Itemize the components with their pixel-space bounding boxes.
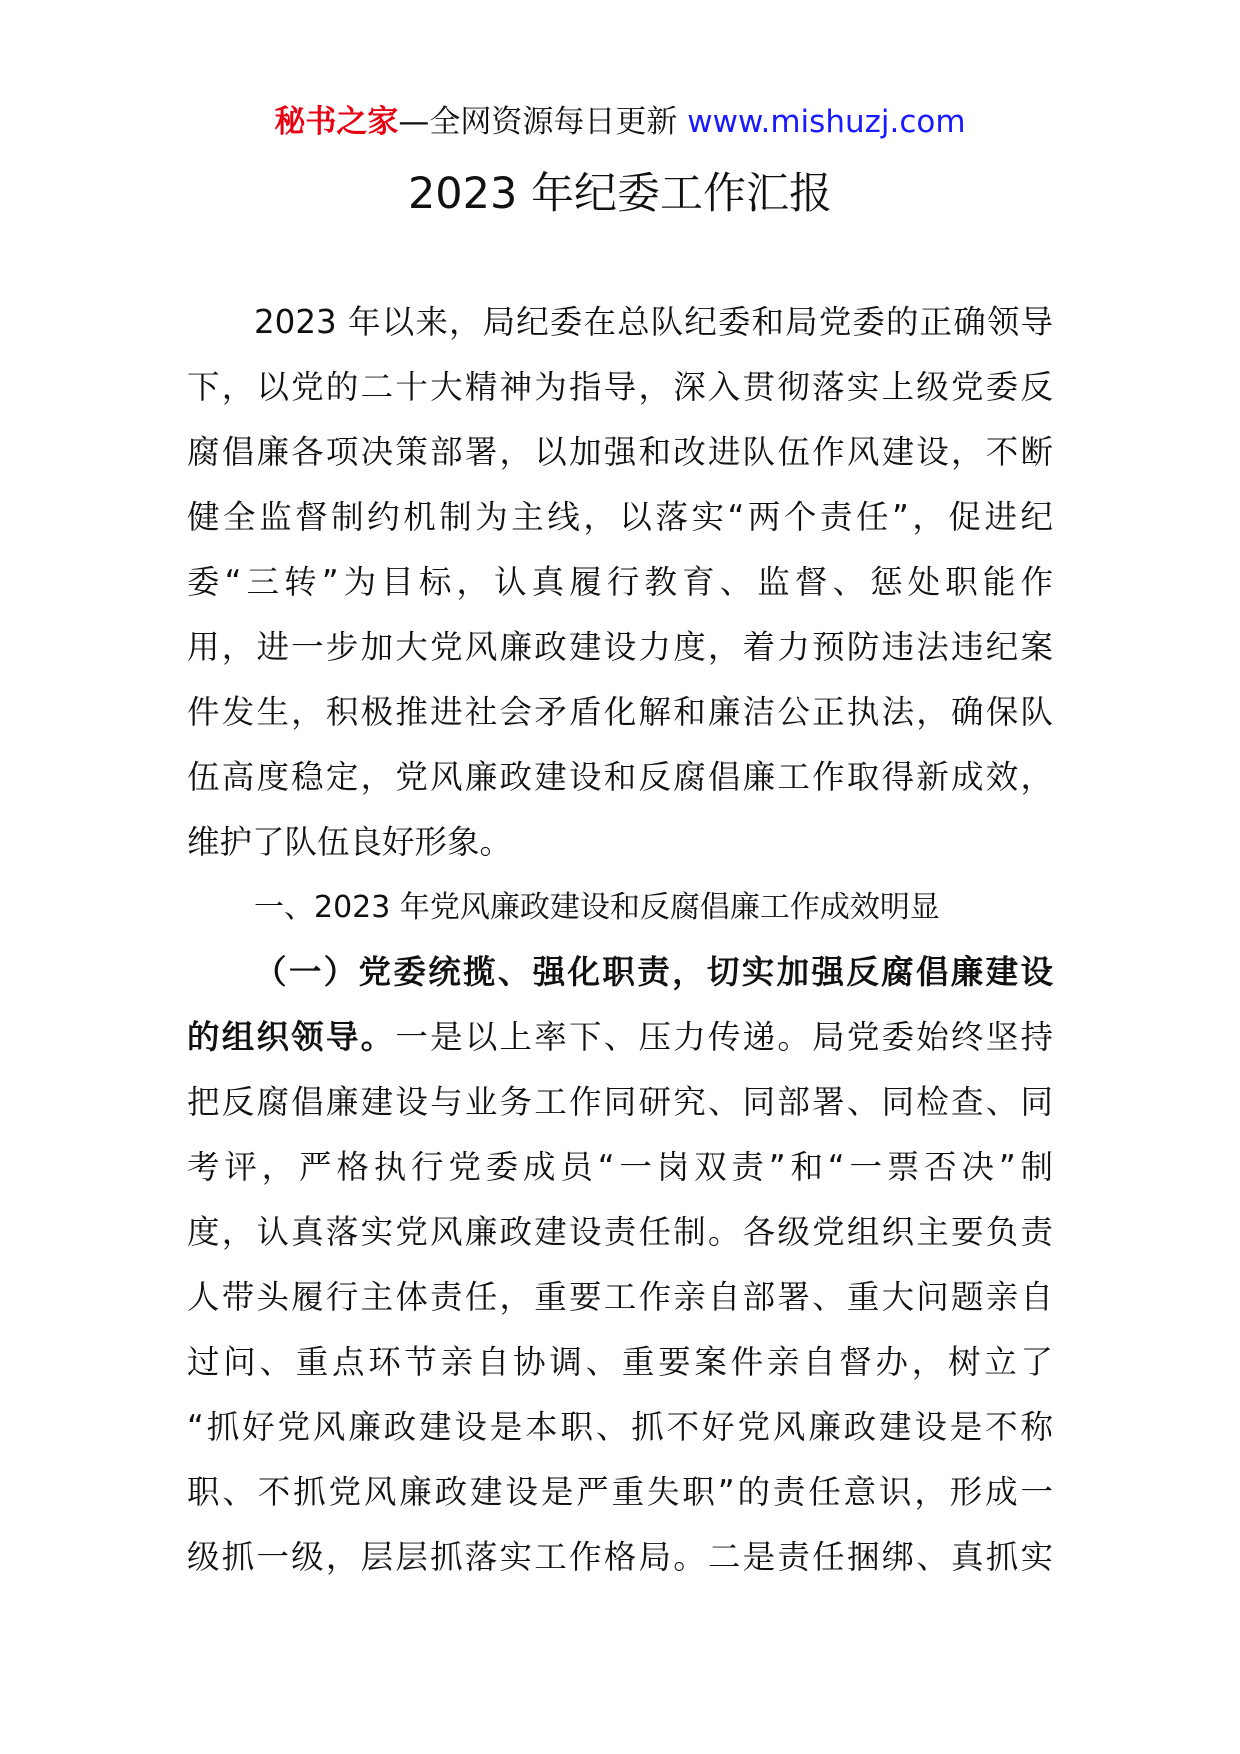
document-title: 2023 年纪委工作汇报 xyxy=(407,169,833,219)
paragraph-line: 委“三转”为目标，认真履行教育、监督、惩处职能作 xyxy=(187,563,1053,601)
paragraph-line: 把反腐倡廉建设与业务工作同研究、同部署、同检查、同 xyxy=(187,1083,1053,1121)
header-url[interactable]: www.mishuzj.com xyxy=(687,104,966,140)
paragraph-line: 人带头履行主体责任，重要工作亲自部署、重大问题亲自 xyxy=(187,1278,1053,1316)
paragraph-line: 过问、重点环节亲自协调、重要案件亲自督办，树立了 xyxy=(187,1343,1053,1381)
paragraph-line: 健全监督制约机制为主线，以落实“两个责任”，促进纪 xyxy=(187,498,1053,536)
paragraph-line: 用，进一步加大党风廉政建设力度，着力预防违法违纪案 xyxy=(187,628,1053,666)
subsection-heading: （一）党委统揽、强化职责，切实加强反腐倡廉建设 xyxy=(254,953,1053,991)
header-slogan: —全网资源每日更新 xyxy=(398,104,688,140)
paragraph-line: 下，以党的二十大精神为指导，深入贯彻落实上级党委反 xyxy=(187,368,1053,406)
subsection-heading-end: 的组织领导。 xyxy=(187,1018,396,1056)
document-body xyxy=(187,290,1053,1590)
paragraph-line: 件发生，积极推进社会矛盾化解和廉洁公正执法，确保队 xyxy=(187,693,1053,731)
brand-name: 秘书之家 xyxy=(274,104,399,140)
paragraph-line: 考评，严格执行党委成员“一岗双责”和“一票否决”制 xyxy=(187,1148,1053,1186)
section-heading: 一、2023 年党风廉政建设和反腐倡廉工作成效明显 xyxy=(254,890,940,925)
paragraph-line: 级抓一级，层层抓落实工作格局。二是责任捆绑、真抓实 xyxy=(187,1538,1053,1576)
paragraph-line: 伍高度稳定，党风廉政建设和反腐倡廉工作取得新成效， xyxy=(187,758,1053,796)
paragraph-text: 一是以上率下、压力传递。局党委始终坚持 xyxy=(395,1018,1053,1056)
site-header xyxy=(0,100,1240,144)
paragraph-line xyxy=(187,1005,1053,1070)
paragraph-line: 2023 年以来，局纪委在总队纪委和局党委的正确领导 xyxy=(254,303,1053,341)
paragraph-line: 职、不抓党风廉政建设是严重失职”的责任意识，形成一 xyxy=(187,1473,1053,1511)
paragraph-line: 腐倡廉各项决策部署，以加强和改进队伍作风建设，不断 xyxy=(187,433,1053,471)
paragraph-line: 维护了队伍良好形象。 xyxy=(187,823,513,861)
paragraph-line: 度，认真落实党风廉政建设责任制。各级党组织主要负责 xyxy=(187,1213,1053,1251)
paragraph-line: “抓好党风廉政建设是本职、抓不好党风廉政建设是不称 xyxy=(187,1408,1053,1446)
